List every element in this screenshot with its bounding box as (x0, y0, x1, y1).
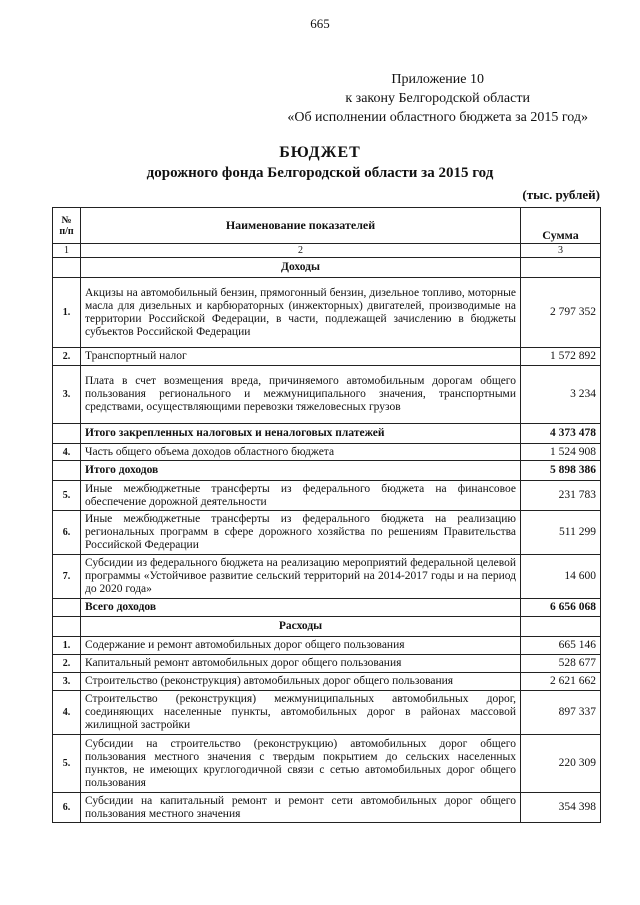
row-number: 4. (53, 691, 81, 735)
column-number: 3 (521, 244, 601, 258)
budget-table (52, 207, 601, 823)
table-row (53, 348, 601, 366)
table-row (53, 673, 601, 691)
row-number: 5. (53, 481, 81, 511)
grand-total-row (53, 599, 601, 617)
row-value: 2 797 352 (521, 278, 601, 348)
document-title: БЮДЖЕТ (279, 144, 361, 161)
row-name: Строительство (реконструкция) автомобильных дорог общего пользования (81, 673, 521, 691)
row-name: Иные межбюджетные трансферты из федерального бюджета на финансовое обеспечение дорожной деятельности (81, 481, 521, 511)
row-name: Строительство (реконструкция) межмуниципальных автомобильных дорог, соединяющих населенные пункты, автомобильных дорог в районах массовой жилищной застройки (81, 691, 521, 735)
row-number (53, 461, 81, 481)
row-value: 231 783 (521, 481, 601, 511)
row-number: 6. (53, 511, 81, 555)
row-value: 528 677 (521, 655, 601, 673)
row-value: 2 621 662 (521, 673, 601, 691)
row-number (53, 599, 81, 617)
row-number: 6. (53, 793, 81, 823)
row-name: Итого закрепленных налоговых и неналоговых платежей (81, 424, 521, 444)
row-name: Транспортный налог (81, 348, 521, 366)
row-name: Субсидии на строительство (реконструкцию) автомобильных дорог общего пользования местного значения с твердым покрытием до сельских населенных пунктов, не имеющих круглогодичной связи с сетью автомобильных дорог общего пользования (81, 735, 521, 793)
table-row (53, 366, 601, 424)
appendix-line-3: «Об исполнении областного бюджета за 2015 год» (287, 110, 588, 125)
table-row (53, 511, 601, 555)
row-value: 4 373 478 (521, 424, 601, 444)
table-row (53, 637, 601, 655)
section-row-income (53, 258, 601, 278)
row-name: Плата в счет возмещения вреда, причиняемого автомобильным дорогам общего пользования регионального и межмуниципального значения, транспортными средствами, осуществляющими перевозки тяжеловесных грузов (81, 366, 521, 424)
row-number: 3. (53, 366, 81, 424)
table-row (53, 793, 601, 823)
section-title-income: Доходы (81, 258, 521, 278)
table-row (53, 481, 601, 511)
row-value: 220 309 (521, 735, 601, 793)
row-number: 2. (53, 655, 81, 673)
table-row (53, 444, 601, 461)
row-value: 5 898 386 (521, 461, 601, 481)
table-row (53, 691, 601, 735)
appendix-block (287, 70, 588, 127)
row-value: 897 337 (521, 691, 601, 735)
row-name: Итого доходов (81, 461, 521, 481)
appendix-line-2: к закону Белгородской области (345, 91, 530, 106)
section-empty-cell (53, 617, 81, 637)
document-subtitle: дорожного фонда Белгородской области за 2015 год (146, 165, 494, 181)
table-header-row (53, 208, 601, 244)
section-row-expenses (53, 617, 601, 637)
row-name: Капитальный ремонт автомобильных дорог общего пользования (81, 655, 521, 673)
table-row (53, 735, 601, 793)
row-number: 1. (53, 278, 81, 348)
row-number: 1. (53, 637, 81, 655)
row-value: 511 299 (521, 511, 601, 555)
section-empty-cell (521, 258, 601, 278)
row-name: Акцизы на автомобильный бензин, прямогонный бензин, дизельное топливо, моторные масла для дизельных и карбюраторных (инжекторных) двигателей, производимые на территории Российской Федерации, в части, подлежащей зачислению в бюджеты субъектов Российской Федерации (81, 278, 521, 348)
row-value: 1 524 908 (521, 444, 601, 461)
row-name: Всего доходов (81, 599, 521, 617)
section-title-expenses: Расходы (81, 617, 521, 637)
unit-label: (тыс. рублей) (522, 187, 600, 202)
row-value: 6 656 068 (521, 599, 601, 617)
column-numbers-row (53, 244, 601, 258)
row-name: Субсидии на капитальный ремонт и ремонт сети автомобильных дорог общего пользования местного значения (81, 793, 521, 823)
total-row-tax (53, 424, 601, 444)
table-row (53, 278, 601, 348)
column-number: 2 (81, 244, 521, 258)
row-name: Часть общего объема доходов областного бюджета (81, 444, 521, 461)
row-number (53, 424, 81, 444)
row-number: 2. (53, 348, 81, 366)
row-name: Иные межбюджетные трансферты из федерального бюджета на реализацию региональных программ в сфере дорожного хозяйства по решениям Правительства Российской Федерации (81, 511, 521, 555)
row-value: 3 234 (521, 366, 601, 424)
page-number: 665 (310, 16, 330, 31)
row-value: 354 398 (521, 793, 601, 823)
column-number: 1 (53, 244, 81, 258)
header-sum: Сумма (521, 208, 601, 244)
row-value: 665 146 (521, 637, 601, 655)
section-empty-cell (53, 258, 81, 278)
row-number: 4. (53, 444, 81, 461)
header-num: № п/п (53, 208, 81, 244)
table-row (53, 555, 601, 599)
total-row-income (53, 461, 601, 481)
header-name: Наименование показателей (81, 208, 521, 244)
table-row (53, 655, 601, 673)
row-name: Субсидии из федерального бюджета на реализацию мероприятий федеральной целевой программы «Устойчивое развитие сельский территорий на 2014-2017 годы и на период до 2020 года» (81, 555, 521, 599)
appendix-line-1: Приложение 10 (391, 72, 484, 87)
row-name: Содержание и ремонт автомобильных дорог общего пользования (81, 637, 521, 655)
row-number: 5. (53, 735, 81, 793)
row-number: 3. (53, 673, 81, 691)
row-value: 14 600 (521, 555, 601, 599)
row-value: 1 572 892 (521, 348, 601, 366)
section-empty-cell (521, 617, 601, 637)
row-number: 7. (53, 555, 81, 599)
